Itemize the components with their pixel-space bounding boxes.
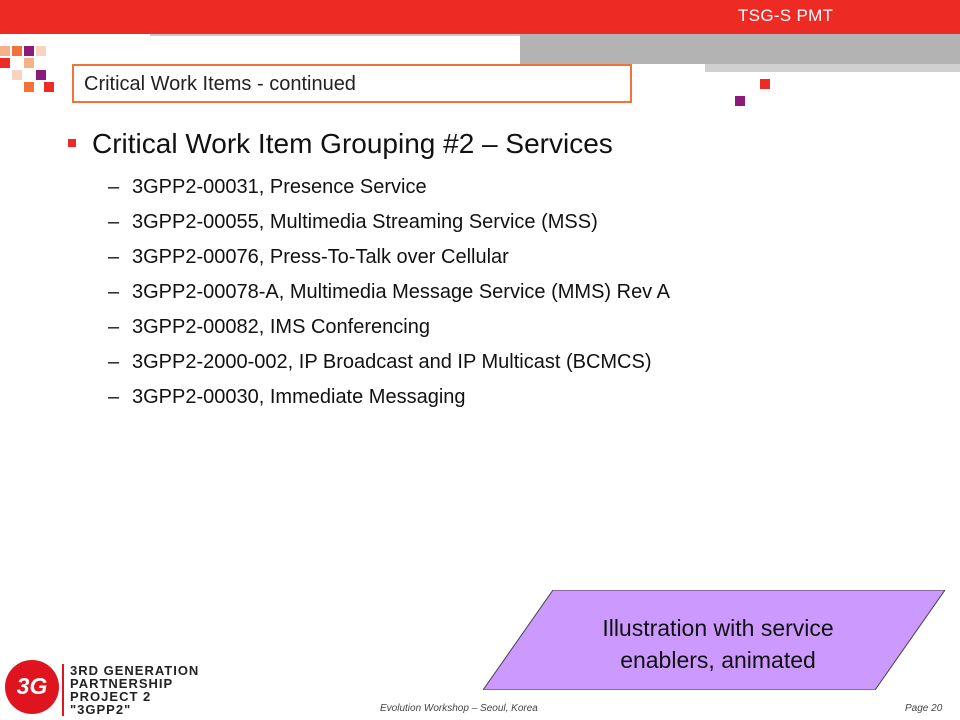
dash-bullet-icon: – — [108, 246, 120, 268]
list-item-text: 3GPP2-00076, Press-To-Talk over Cellular — [132, 246, 509, 268]
logo-line-2: PARTNERSHIP — [70, 676, 174, 691]
list-item-text: 3GPP2-00030, Immediate Messaging — [132, 386, 466, 408]
illustration-line-1: Illustration with service — [602, 615, 834, 641]
dash-bullet-icon: – — [108, 386, 120, 408]
list-item-text: 3GPP2-00055, Multimedia Streaming Service (MSS) — [132, 211, 598, 233]
dash-bullet-icon: – — [108, 351, 120, 373]
main-heading: Critical Work Item Grouping #2 – Services — [92, 128, 613, 159]
list-item-text: 3GPP2-00082, IMS Conferencing — [132, 316, 430, 338]
list-item — [108, 380, 868, 415]
list-item-text: 3GPP2-2000-002, IP Broadcast and IP Multicast (BCMCS) — [132, 351, 652, 373]
footer-event: Evolution Workshop – Seoul, Korea — [380, 703, 538, 714]
list-item-text: 3GPP2-00031, Presence Service — [132, 176, 427, 198]
list-item — [108, 345, 868, 380]
dash-bullet-icon: – — [108, 281, 120, 303]
dash-bullet-icon: – — [108, 211, 120, 233]
page-number: Page 20 — [905, 703, 943, 714]
list-item — [108, 240, 868, 275]
logo-divider — [62, 664, 64, 716]
group-label: TSG-S PMT — [738, 6, 834, 25]
list-item — [108, 170, 868, 205]
logo-mark: 3G — [16, 673, 48, 699]
dash-bullet-icon: – — [108, 316, 120, 338]
work-item-list — [108, 170, 868, 415]
list-item — [108, 310, 868, 345]
header-grey-line — [705, 64, 960, 72]
illustration-line-2: enablers, animated — [620, 647, 816, 673]
logo-line-3: PROJECT 2 — [70, 689, 152, 704]
bullet-square-icon — [68, 139, 76, 147]
dash-bullet-icon: – — [108, 176, 120, 198]
list-item — [108, 275, 868, 310]
list-item — [108, 205, 868, 240]
logo-line-1: 3RD GENERATION — [70, 663, 200, 678]
header-grey-band — [520, 34, 960, 64]
list-item-text: 3GPP2-00078-A, Multimedia Message Service (MMS) Rev A — [132, 281, 670, 303]
slide-title: Critical Work Items - continued — [84, 73, 356, 95]
illustration-caption — [570, 612, 866, 676]
logo-line-4: "3GPP2" — [70, 702, 132, 717]
